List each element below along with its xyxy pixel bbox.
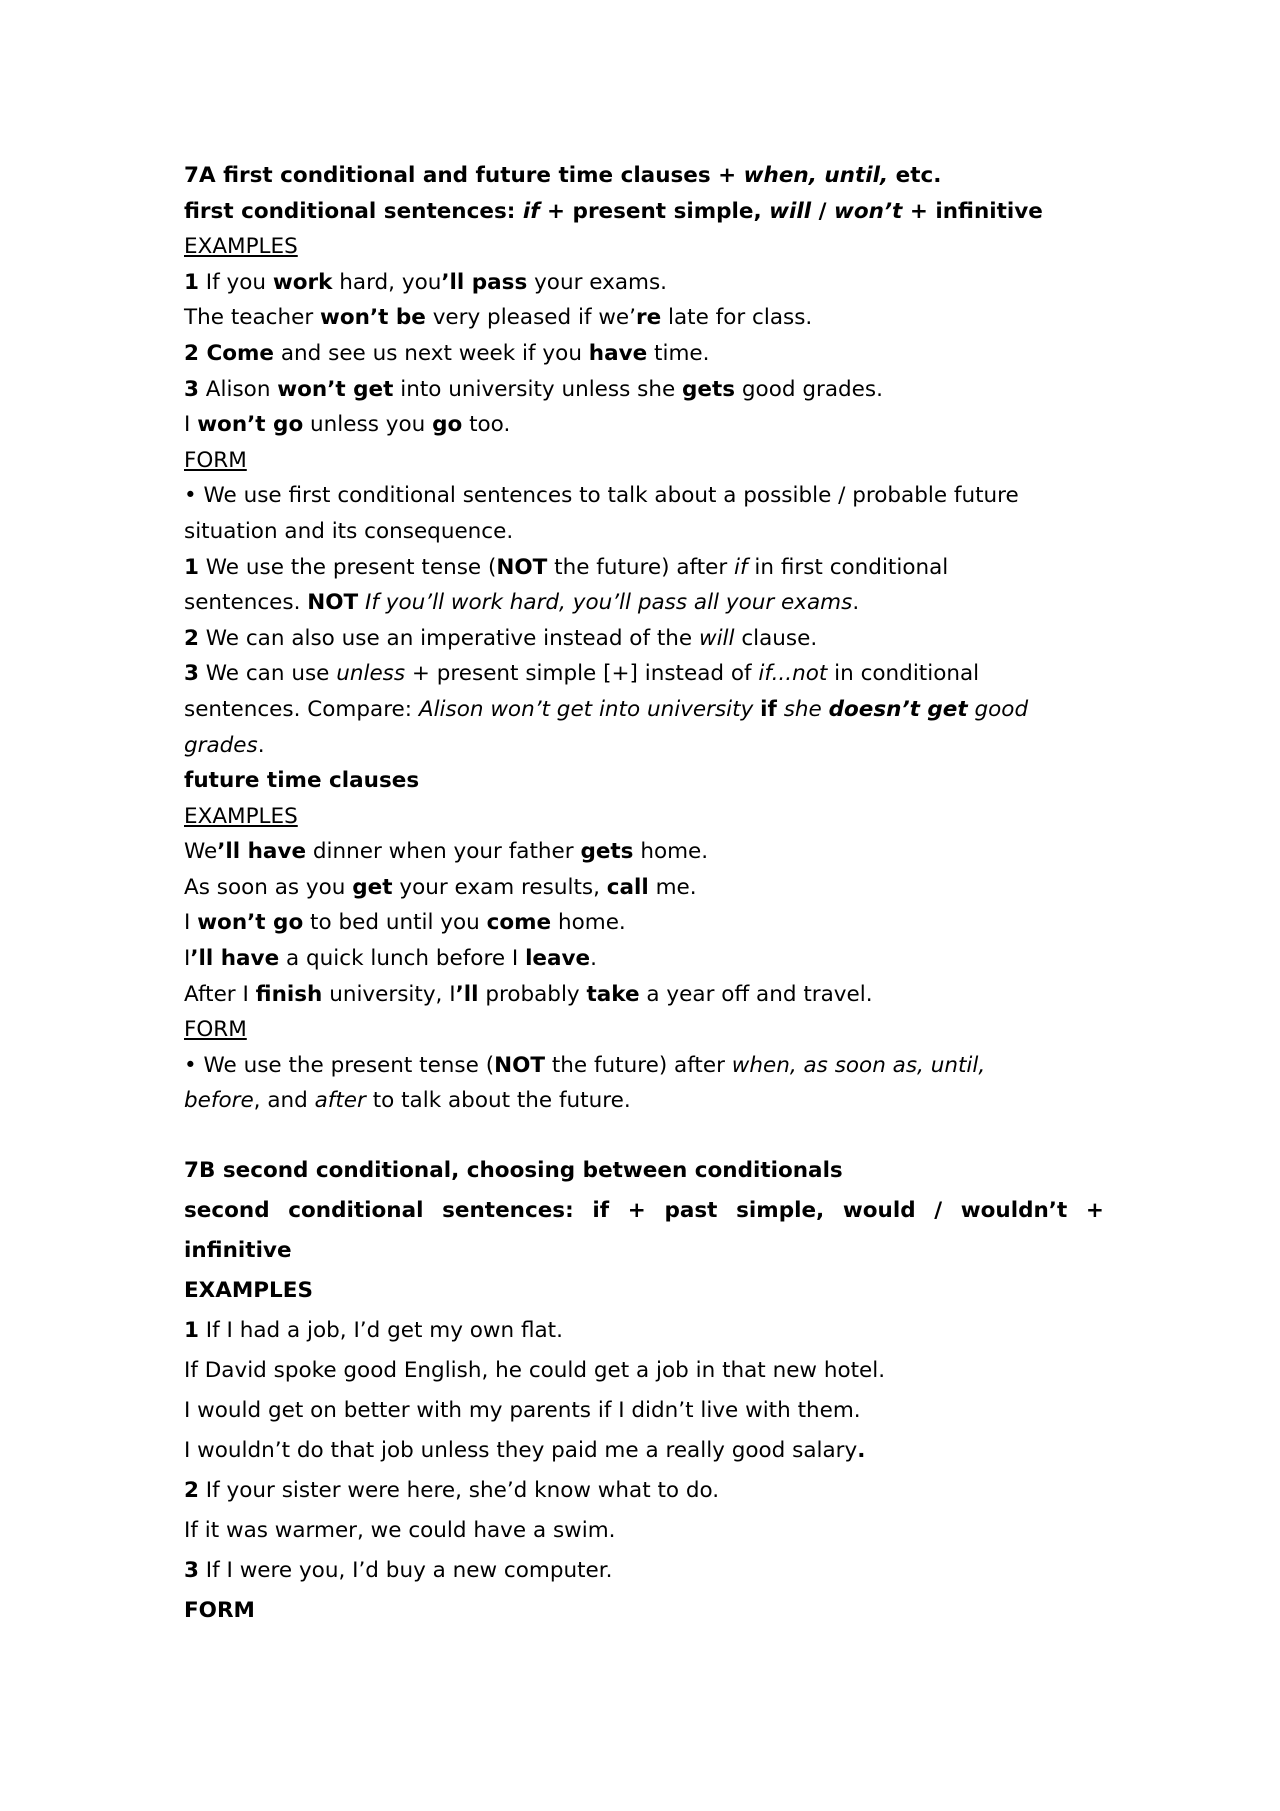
form-label: FORM [184, 447, 247, 473]
form-line: 3 We can use unless + present simple [+] instead of if...not in conditional [184, 661, 980, 687]
example-line: I won’t go unless you go too. [184, 412, 511, 438]
example-line: 2 Come and see us next week if you have time. [184, 340, 710, 366]
form-label: FORM [184, 1017, 247, 1043]
example-line: I’ll have a quick lunch before I leave. [184, 946, 597, 972]
form-line: • We use first conditional sentences to talk about a possible / probable future [184, 483, 1019, 509]
example-line: 2 If your sister were here, she’d know what to do. [184, 1478, 720, 1504]
examples-label: EXAMPLES [184, 1278, 313, 1304]
form-line: 1 We use the present tense (NOT the future) after if in first conditional [184, 554, 949, 580]
example-line: The teacher won’t be very pleased if we’re late for class. [184, 305, 813, 331]
example-line: I wouldn’t do that job unless they paid me a really good salary. [184, 1438, 866, 1464]
document-page [184, 158, 1104, 1631]
example-line: 1 If you work hard, you’ll pass your exams. [184, 269, 667, 295]
example-line: As soon as you get your exam results, call me. [184, 874, 697, 900]
examples-label: EXAMPLES [184, 234, 298, 260]
example-line: 1 If I had a job, I’d get my own flat. [184, 1318, 563, 1344]
form-line: grades. [184, 732, 265, 758]
example-line: If David spoke good English, he could get a job in that new hotel. [184, 1358, 886, 1384]
form-label: FORM [184, 1598, 255, 1624]
section-7b-subtitle-cont: infinitive [184, 1238, 292, 1264]
section-7b-subtitle: second conditional sentences: if + past simple, would / wouldn’t + [184, 1198, 1104, 1224]
form-line: 2 We can also use an imperative instead of the will clause. [184, 625, 818, 651]
example-line: We’ll have dinner when your father gets home. [184, 839, 709, 865]
section-7a-subtitle: first conditional sentences: if + present simple, will / won’t + infinitive [184, 198, 1043, 224]
form-line: before, and after to talk about the future. [184, 1088, 631, 1114]
example-line: 3 Alison won’t get into university unless she gets good grades. [184, 376, 883, 402]
example-line: I won’t go to bed until you come home. [184, 910, 626, 936]
future-time-clauses-heading: future time clauses [184, 768, 420, 794]
example-line: If it was warmer, we could have a swim. [184, 1518, 616, 1544]
examples-label: EXAMPLES [184, 803, 298, 829]
form-line: sentences. NOT If you’ll work hard, you’ll pass all your exams. [184, 590, 860, 616]
example-line: After I finish university, I’ll probably take a year off and travel. [184, 981, 873, 1007]
example-line: I would get on better with my parents if I didn’t live with them. [184, 1398, 861, 1424]
form-line: situation and its consequence. [184, 518, 514, 544]
form-line: • We use the present tense (NOT the future) after when, as soon as, until, [184, 1052, 986, 1078]
section-7b-title: 7B second conditional, choosing between conditionals [184, 1158, 843, 1184]
example-line: 3 If I were you, I’d buy a new computer. [184, 1558, 613, 1584]
form-line: sentences. Compare: Alison won’t get into university if she doesn’t get good [184, 696, 1029, 722]
section-7a-title: 7A first conditional and future time clauses + when, until, etc. [184, 163, 942, 188]
